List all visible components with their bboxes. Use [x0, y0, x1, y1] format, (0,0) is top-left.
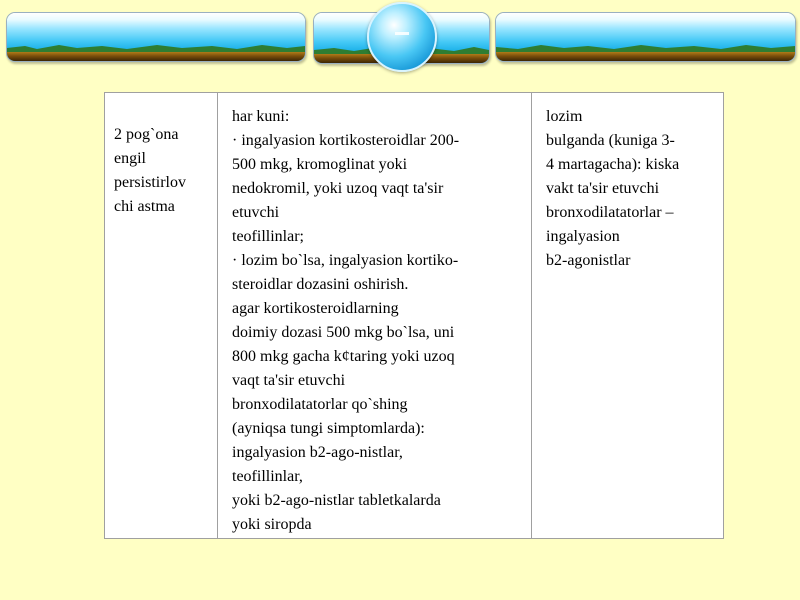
stage-line: 2 pog`ona [114, 126, 179, 143]
header-banner-left [6, 12, 306, 62]
treatment-line: har kuni: [232, 108, 290, 125]
treatment-line: · lozim bo`lsa, ingalyasion kortiko- [232, 252, 459, 269]
as-needed-line: 4 martagacha): kiska [546, 156, 680, 173]
treatment-line: yoki siropda [232, 516, 312, 533]
treatment-line: 500 mkg, kromoglinat yoki [232, 156, 408, 173]
as-needed-line: lozim [546, 108, 583, 125]
stage-line: chi astma [114, 198, 175, 215]
as-needed-line: vakt ta'sir etuvchi [546, 180, 660, 197]
as-needed-line: bulganda (kuniga 3- [546, 132, 675, 149]
stage-line: engil [114, 150, 146, 167]
as-needed-line: b2-agonistlar [546, 252, 631, 269]
treatment-line: agar kortikosteroidlarning [232, 300, 399, 317]
treatment-line: teofillinlar; [232, 228, 304, 245]
treatment-line: ingalyasion b2-ago-nistlar, [232, 444, 403, 461]
treatment-line: bronxodilatatorlar qo`shing [232, 396, 408, 413]
treatment-line: vaqt ta'sir etuvchi [232, 372, 346, 389]
treatment-line: etuvchi [232, 204, 280, 221]
globe-icon [367, 2, 437, 72]
treatment-line: · ingalyasion kortikosteroidlar 200- [232, 132, 460, 149]
daily-treatment-cell [218, 93, 532, 538]
treatment-line: nedokromil, yoki uzoq vaqt ta'sir [232, 180, 444, 197]
header-banner-right [495, 12, 796, 62]
treatment-line: yoki b2-ago-nistlar tabletkalarda [232, 492, 441, 509]
treatment-line: teofillinlar, [232, 468, 303, 485]
treatment-line: steroidlar dozasini oshirish. [232, 276, 409, 293]
treatment-line: 800 mkg gacha k¢taring yoki uzoq [232, 348, 455, 365]
as-needed-line: bronxodilatatorlar – [546, 204, 674, 221]
treatment-table [104, 92, 724, 539]
treatment-line: (ayniqsa tungi simptomlarda): [232, 420, 425, 437]
treatment-line: doimiy dozasi 500 mkg bo`lsa, uni [232, 324, 455, 341]
stage-line: persistirlov [114, 174, 186, 191]
as-needed-line: ingalyasion [546, 228, 620, 245]
as-needed-cell [532, 93, 723, 538]
stage-cell [105, 93, 218, 538]
